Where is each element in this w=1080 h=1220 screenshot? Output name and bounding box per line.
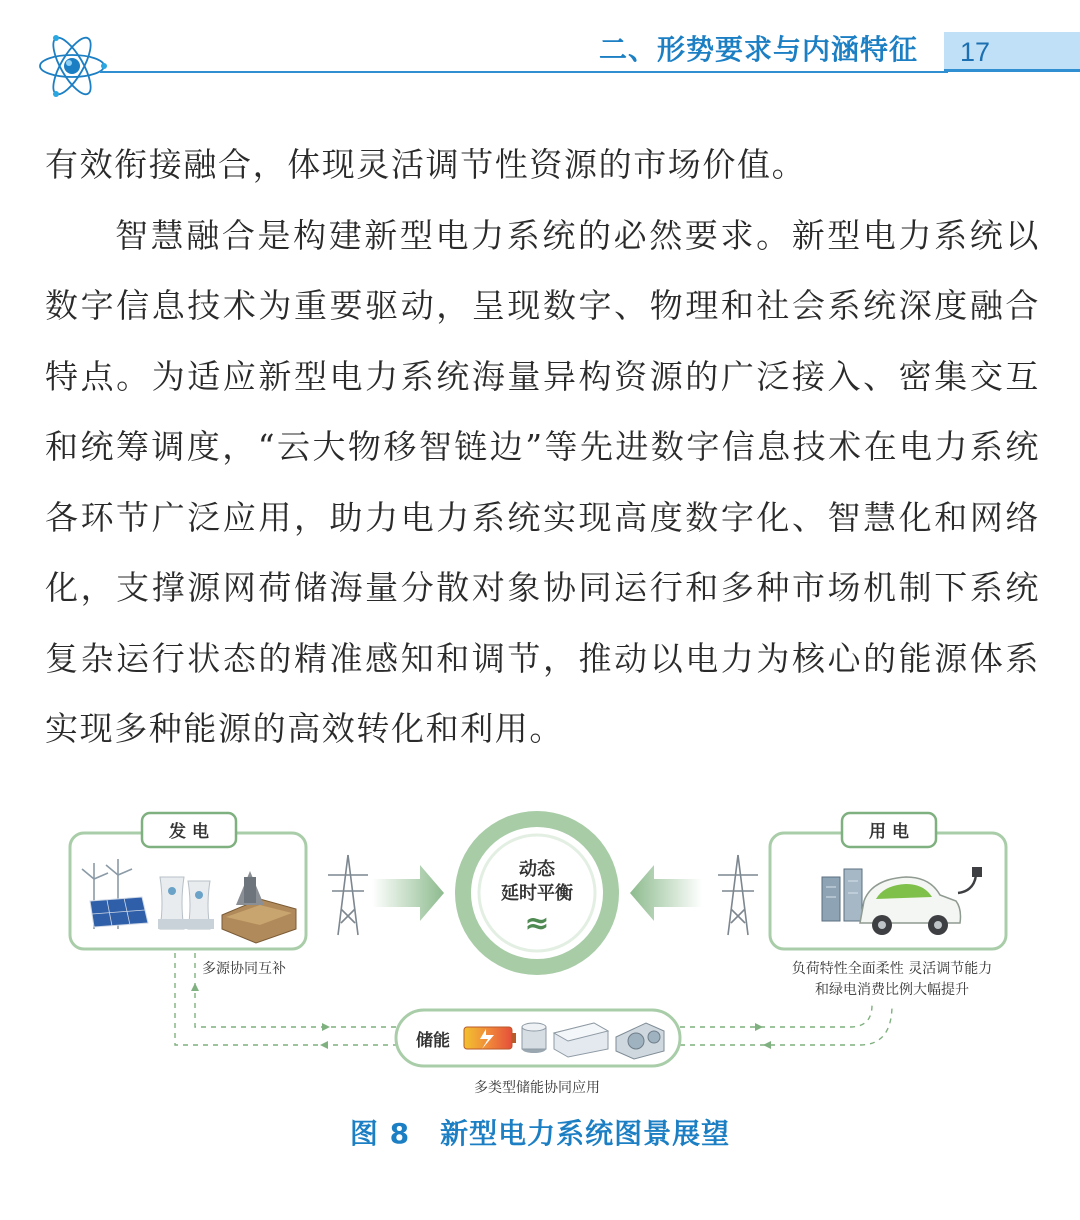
header-rule [100, 71, 948, 73]
center-line2: 延时平衡 [501, 883, 573, 904]
transmission-tower-icon [328, 855, 368, 935]
consumption-caption-line2: 和绿电消费比例大幅提升 [815, 982, 969, 998]
figure-title: 新型电力系统图景展望 [440, 1117, 731, 1150]
consumption-caption-line1: 负荷特性全面柔性 灵活调节能力 [791, 961, 993, 977]
battery-icon [464, 1027, 516, 1049]
arrow-left-icon [630, 865, 702, 921]
solar-panel-icon [90, 897, 148, 927]
arrow-right-icon [372, 865, 444, 921]
paragraph: 智慧融合是构建新型电力系统的必然要求。新型电力系统以数字信息技术为重要驱动，呈现数字、物理和社会系统深度融合特点。为适应新型电力系统海量异构资源的广泛接入、密集交互和统筹调度，“云大物移智链边”等先进数字信息技术在电力系统各环节广泛应用，助力电力系统实现高度数字化、智慧化和网络化，支撑源网荷储海量分散对象协同运行和多种市场机制下系统复杂运行状态的精准感知和调节，推动以电力为核心的能源体系实现多种能源的高效转化和利用。 [45, 215, 1040, 748]
body-text [45, 130, 1040, 765]
transmission-tower-icon [718, 855, 758, 935]
page-number: 17 [944, 32, 1080, 72]
center-line1: 动态 [519, 859, 555, 880]
consumption-panel [770, 813, 1006, 949]
approx-icon: ≈ [524, 906, 550, 941]
atom-icon [36, 30, 108, 102]
generation-panel [70, 813, 306, 949]
storage-panel [396, 1010, 680, 1066]
figure-caption [0, 1112, 1080, 1152]
hydrogen-tank-icon [522, 1023, 546, 1053]
section-title: 二、形势要求与内涵特征 [598, 33, 918, 66]
consumption-label: 用 电 [869, 822, 909, 842]
storage-label: 储能 [416, 1031, 450, 1051]
generation-caption: 多源协同互补 [202, 961, 286, 977]
storage-caption: 多类型储能协同应用 [474, 1080, 600, 1096]
paragraph: 有效衔接融合，体现灵活调节性资源的市场价值。 [45, 145, 807, 184]
figure-number: 图 8 [349, 1117, 411, 1150]
dynamic-balance-circle [455, 811, 619, 975]
generation-label: 发 电 [169, 822, 209, 842]
power-system-figure [60, 805, 1020, 1105]
